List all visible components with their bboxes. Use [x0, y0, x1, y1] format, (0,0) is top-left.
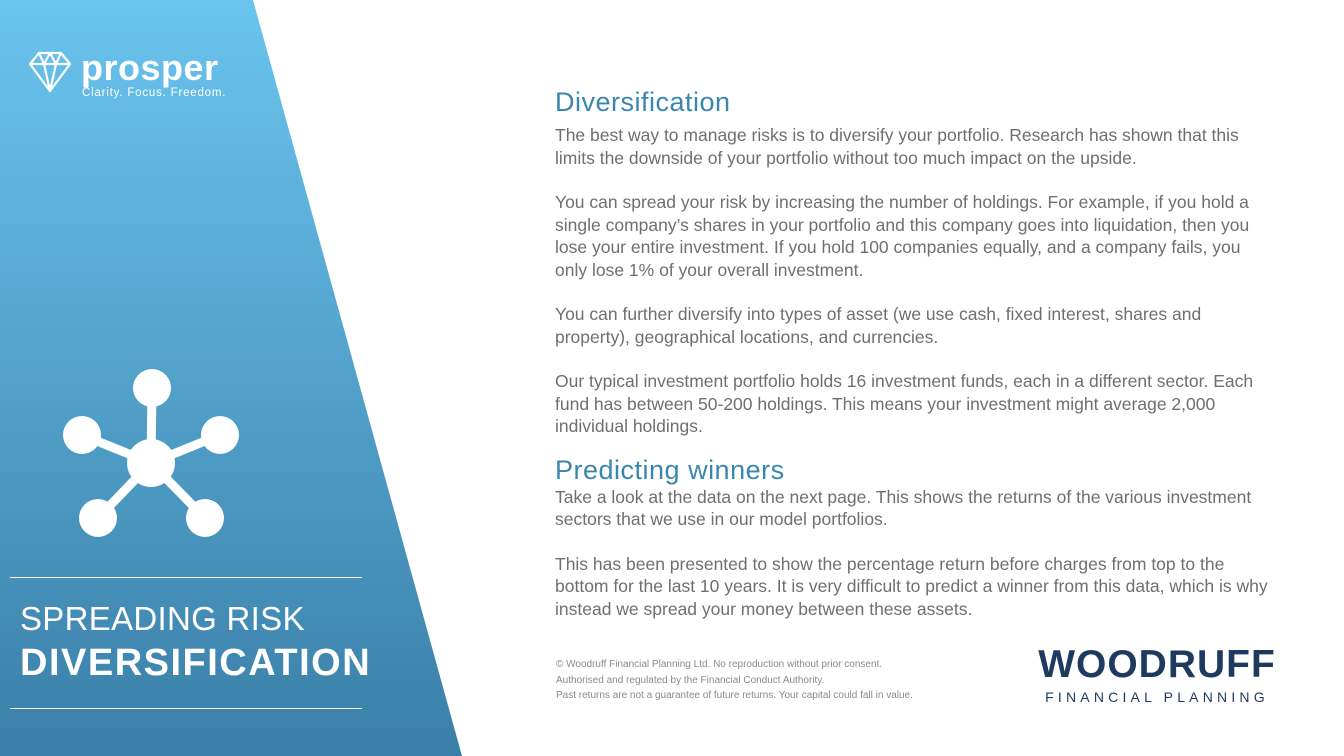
diamond-icon [27, 48, 73, 94]
footnote-line: © Woodruff Financial Planning Ltd. No reproduction without prior consent. [556, 659, 883, 670]
legal-footnote [556, 657, 913, 704]
logo-tagline: Clarity. Focus. Freedom. [82, 87, 227, 99]
logo-wordmark: prosper [81, 47, 219, 88]
heading-diversification: Diversification [555, 87, 731, 117]
paragraph: This has been presented to show the percentage return before charges from top to the bottom for the last 10 years. It is very difficult to predict a winner from this data, which is why instead we spread your money between these assets. [555, 553, 1268, 619]
main-content [555, 86, 1275, 620]
paragraph: Take a look at the data on the next page. This shows the returns of the various investment sectors that we use in our model portfolios. [555, 486, 1252, 529]
divider-top [10, 577, 362, 578]
section-title: DIVERSIFICATION [20, 642, 372, 684]
paragraph: You can further diversify into types of asset (we use cash, fixed interest, shares and property), geographical locations, and currencies. [555, 304, 1202, 347]
prosper-logo [27, 47, 227, 99]
footnote-line: Past returns are not a guarantee of future returns. Your capital could fall in value. [556, 690, 913, 701]
brand-subtitle: FINANCIAL PLANNING [1045, 689, 1269, 705]
brand-name: WOODRUFF [1038, 643, 1276, 686]
paragraph: The best way to manage risks is to diversify your portfolio. Research has shown that this limits the downside of your portfolio without too much impact on the upside. [555, 125, 1239, 168]
paragraph: You can spread your risk by increasing the number of holdings. For example, if you hold a single company’s shares in your portfolio and this company goes into liquidation, then you lose your entire investment. If you hold 100 companies equally, and a company fails, you only lose 1% of your overall investment. [555, 192, 1250, 280]
woodruff-logo [1026, 645, 1288, 705]
left-panel [0, 0, 470, 756]
section-kicker: SPREADING RISK [20, 600, 305, 637]
heading-predicting-winners: Predicting winners [555, 454, 785, 485]
paragraph: Our typical investment portfolio holds 16 investment funds, each in a different sector. Each fund has between 50-200 holdings. This means your investment might average 2,000 individual holdings. [555, 371, 1254, 436]
network-hub-icon [60, 368, 242, 540]
footnote-line: Authorised and regulated by the Financial Conduct Authority. [556, 674, 825, 686]
divider-bottom [10, 708, 362, 709]
